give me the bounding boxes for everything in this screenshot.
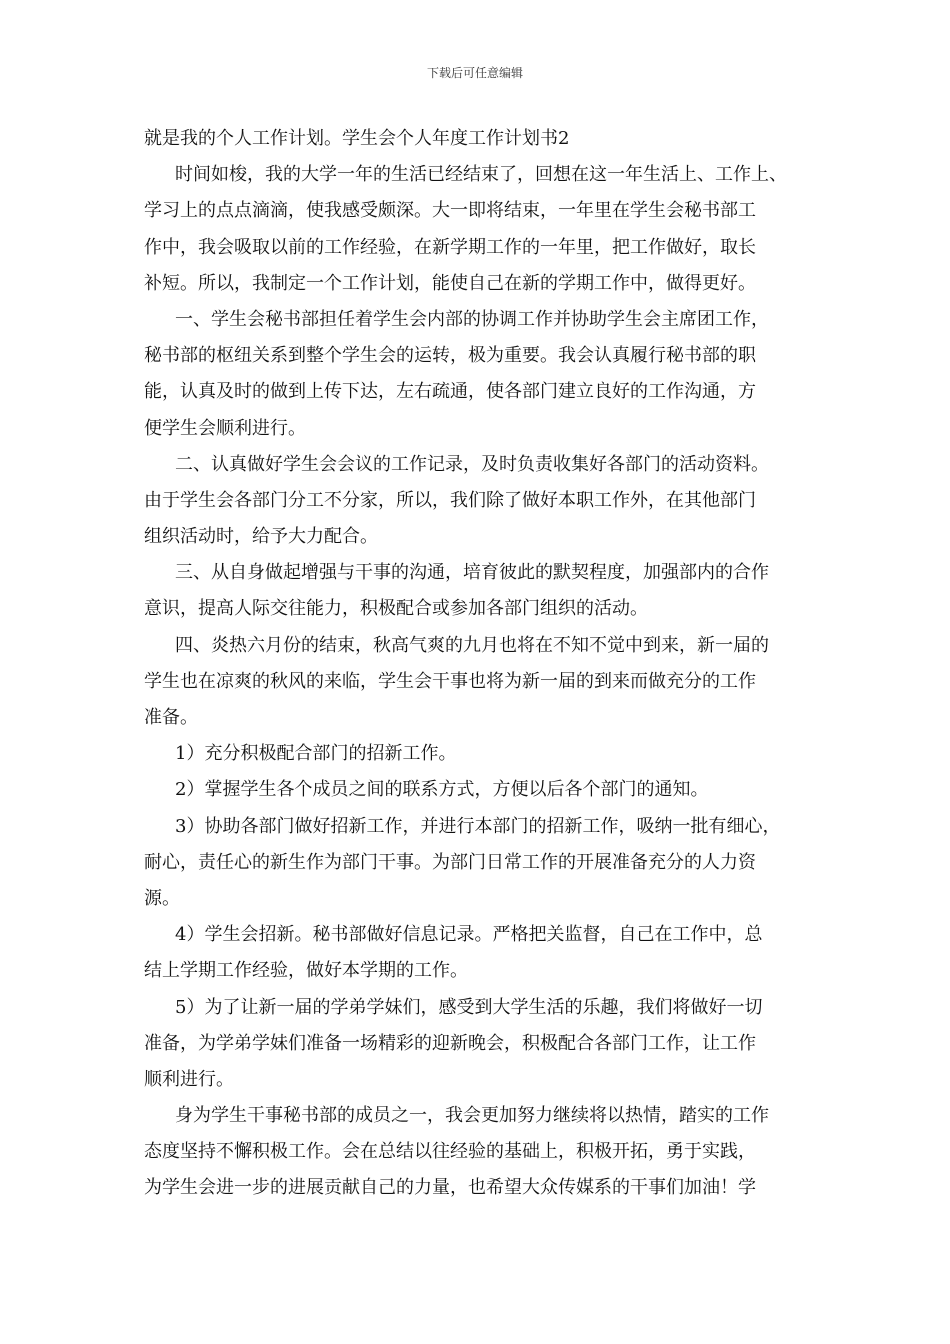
page-header: 下载后可任意编辑	[426, 66, 523, 80]
text-line: 能，认真及时的做到上传下达，左右疏通，使各部门建立良好的工作沟通，方	[144, 381, 756, 403]
text-line: 意识，提高人际交往能力，积极配合或参加各部门组织的活动。	[144, 598, 648, 620]
text-line: 由于学生会各部门分工不分家，所以，我们除了做好本职工作外，在其他部门	[144, 489, 756, 511]
text-line: 学习上的点点滴滴，使我感受颇深。大一即将结束，一年里在学生会秘书部工	[144, 200, 756, 222]
text-line: 顺利进行。	[144, 1068, 234, 1090]
text-line: 3）协助各部门做好招新工作，并进行本部门的招新工作，吸纳一批有细心，	[175, 815, 781, 837]
text-line: 源。	[144, 887, 180, 909]
text-line: 5）为了让新一届的学弟学妹们，感受到大学生活的乐趣，我们将做好一切	[175, 996, 763, 1018]
text-line: 学生也在凉爽的秋风的来临，学生会干事也将为新一届的到来而做充分的工作	[144, 670, 756, 692]
text-line: 准备，为学弟学妹们准备一场精彩的迎新晚会，积极配合各部门工作，让工作	[144, 1032, 756, 1054]
text-line: 作中，我会吸取以前的工作经验，在新学期工作的一年里，把工作做好，取长	[144, 236, 756, 258]
text-line: 组织活动时，给予大力配合。	[144, 526, 378, 548]
text-line: 结上学期工作经验，做好本学期的工作。	[144, 960, 468, 982]
text-line: 准备。	[144, 707, 198, 728]
text-line: 二、认真做好学生会会议的工作记录，及时负责收集好各部门的活动资料。	[175, 453, 769, 475]
text-line: 时间如梭，我的大学一年的生活已经结束了，回想在这一年生活上、工作上、	[175, 164, 787, 186]
text-line: 秘书部的枢纽关系到整个学生会的运转，极为重要。我会认真履行秘书部的职	[144, 345, 756, 367]
text-line: 补短。所以，我制定一个工作计划，能使自己在新的学期工作中，做得更好。	[144, 272, 756, 294]
document-body	[144, 121, 812, 1207]
text-line: 一、学生会秘书部担任着学生会内部的协调工作并协助学生会主席团工作，	[175, 308, 769, 330]
text-line: 四、炎热六月份的结束，秋高气爽的九月也将在不知不觉中到来，新一届的	[175, 634, 769, 656]
text-line: 身为学生干事秘书部的成员之一，我会更加努力继续将以热情，踏实的工作	[175, 1105, 769, 1127]
text-line: 1）充分积极配合部门的招新工作。	[175, 743, 457, 765]
text-line: 耐心，责任心的新生作为部门干事。为部门日常工作的开展准备充分的人力资	[144, 851, 756, 873]
text-line: 4）学生会招新。秘书部做好信息记录。严格把关监督，自己在工作中，总	[175, 924, 763, 946]
text-line: 便学生会顺利进行。	[144, 417, 306, 439]
text-line: 为学生会进一步的进展贡献自己的力量，也希望大众传媒系的干事们加油！学	[144, 1177, 756, 1199]
text-line: 三、从自身做起增强与干事的沟通，培育彼此的默契程度，加强部内的合作	[175, 562, 769, 584]
text-line: 态度坚持不懈积极工作。会在总结以往经验的基础上，积极开拓，勇于实践，	[144, 1141, 756, 1163]
text-line: 就是我的个人工作计划。学生会个人年度工作计划书2	[144, 128, 570, 149]
text-line: 2）掌握学生各个成员之间的联系方式，方便以后各个部门的通知。	[175, 779, 709, 801]
